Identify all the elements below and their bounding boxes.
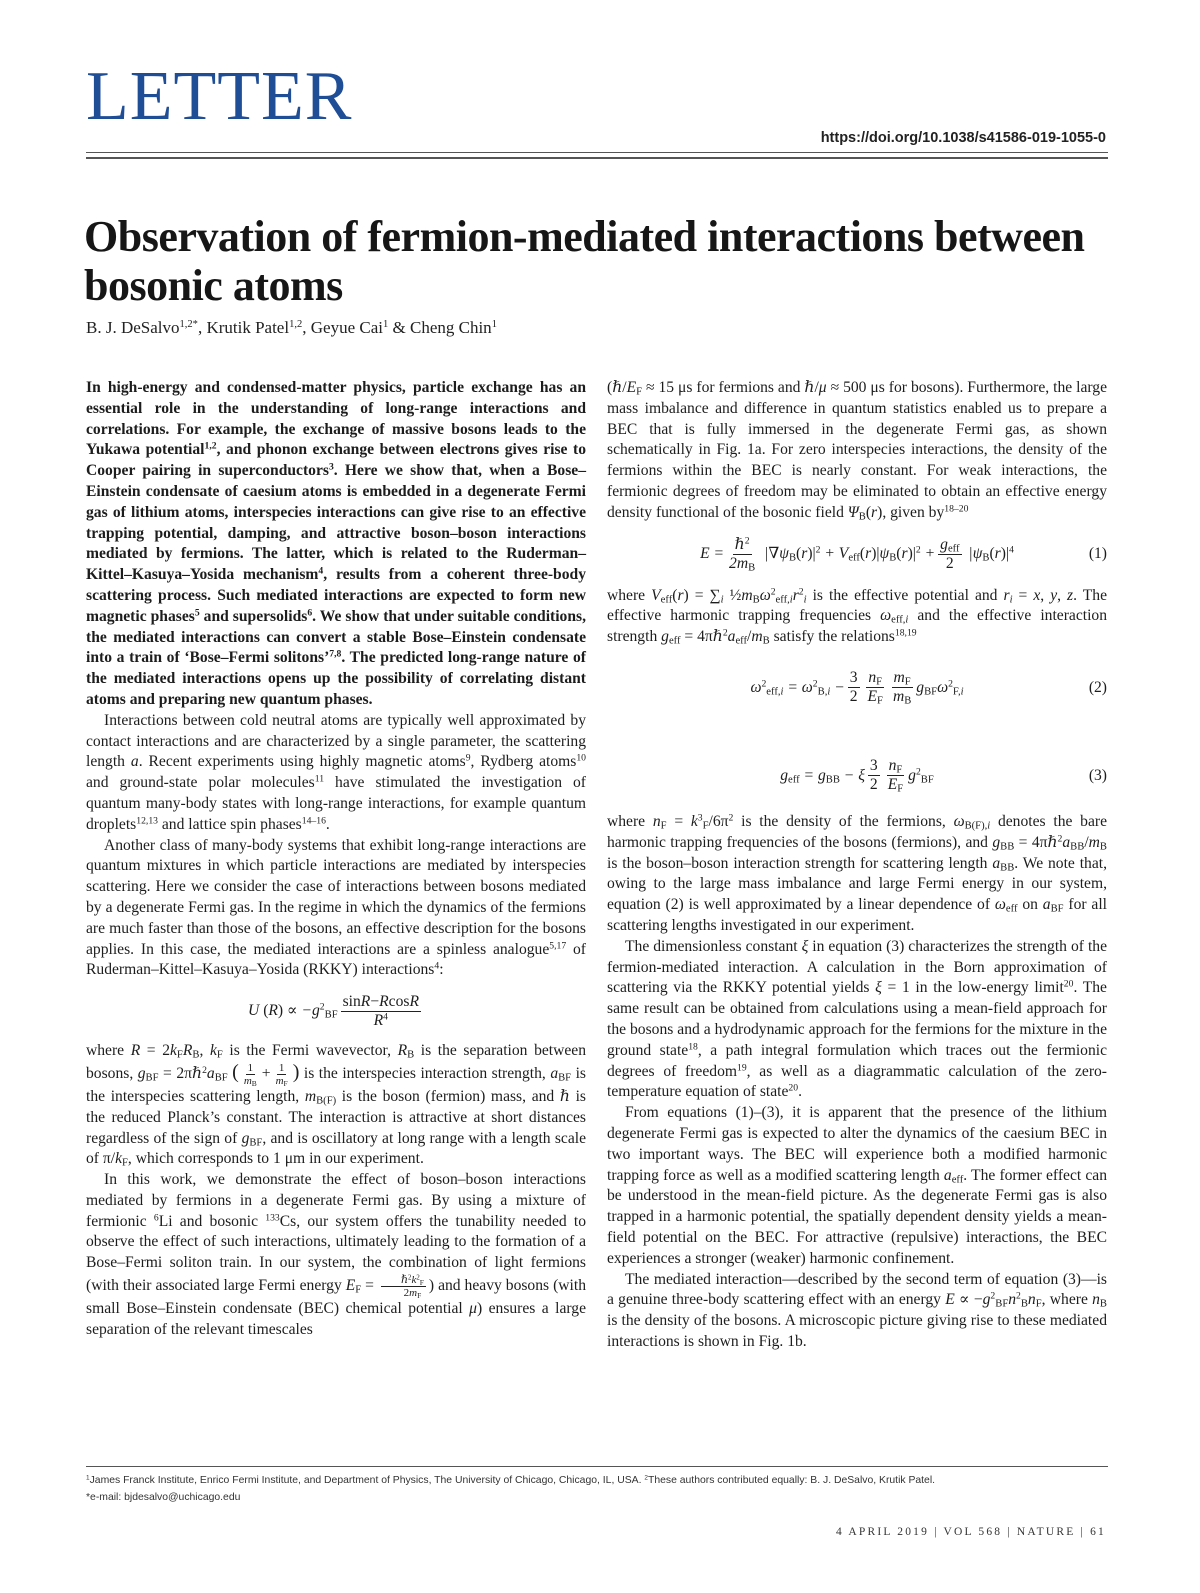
article-title: Observation of fermion-mediated interactions between bosonic atoms: [84, 212, 1085, 310]
author-affiliation: 1,2*: [179, 319, 198, 331]
body-paragraph: The mediated interaction—described by the second term of equation (3)—is a genuine three-body scattering effect with an energy $E \propto -g^2_{BF}n^2_Bn_F$, where $n_B$ is the density of the bosons. A microscopic picture giving rise to these mediated interactions is shown in Fig. 1b.: [607, 1270, 1107, 1350]
right-column: [607, 378, 1107, 1353]
body-paragraph: Another class of many-body systems that exhibit long-range interactions are quantum mixtures in which particle interactions are mediated by interspecies scattering. Here we consider the case of interactions between bosons mediated by a degenerate Fermi gas. In the regime in which the dynamics of the fermions are much faster than those of the bosons, an effective description for the bosons applies. In this case, the mediated interactions are a spinless analogue$^{5,17}$ of Ruderman–Kittel–Kasuya–Yosida (RKKY) interactions$^4$:: [86, 836, 586, 979]
equation-3: $g_{eff} = g_{BB} - \xi$ $\frac{3}{2}$ $\frac{n_F}{E_F}$ $g^2_{BF}$ (3): [780, 757, 1107, 796]
author-name: B. J. DeSalvo: [86, 318, 180, 337]
body-paragraph: ($\hbar/E_F \approx 15$ μs for fermions and ℏ/μ ≈ 500 μs for bosons). Furthermore, the large mass imbalance and difference in quantum statistics enabled us to prepare a BEC that is fully immersed in the degenerate Fermi gas, as shown schematically in Fig. 1a. For zero interspecies interactions, the density of the fermions within the BEC is nearly constant. For weak interactions, the fermionic degrees of freedom may be eliminated to obtain an effective energy density functional of the bosonic field $\Psi_B(r)$, given $by^{18-20}$: [607, 379, 1107, 523]
equation-number: (1): [1088, 545, 1107, 563]
equation-2: $\omega^2_{eff,i} = \omega^2_{B,i}$ − $\frac{3}{2}$ $\frac{n_F}{E_F}$ $\frac{m_F}{m_B}$ $g_{BF}\omega^2_{F,i}$ (2): [750, 669, 1107, 708]
section-label: LETTER: [86, 58, 353, 135]
author-name: Krutik Patel: [206, 318, 290, 337]
author-list: [86, 318, 497, 338]
left-column: [86, 378, 586, 1341]
header-rule-thick: [86, 157, 1108, 159]
author-separator: ,: [302, 318, 311, 337]
author-name: Geyue Cai: [310, 318, 383, 337]
body-paragraph: Interactions between cold neutral atoms are typically well approximated by contact interactions and are characterized by a single parameter, the scattering length a. Recent experiments using highly magnetic atoms$^9$, Rydberg atoms$^{10}$ and ground-state polar molecules$^{11}$ have stimulated the investigation of quantum many-body states with long-range interactions, for example quantum droplets$^{12,13}$ and lattice spin phases$^{14-16}$.: [86, 711, 586, 833]
body-paragraph: The dimensionless constant ξ in equation (3) characterizes the strength of the fermion-mediated interaction. A calculation in the Born approximation of scattering via the RKKY potential yields ξ = 1 in the low-energy limit$^{20}$. The same result can be obtained from calculations using a mean-field approach for the bosons and a hydrodynamic approach for the fermions for the mixture in the ground state$^{18}$, a path integral formulation which traces out the fermionic degrees of freedom$^{19}$, as well as a diagrammatic calculation of the zero-temperature equation of state$^{20}$.: [607, 937, 1108, 1101]
author-name: Cheng Chin: [409, 318, 492, 337]
body-paragraph: where $R = 2k_FR_B$, $k_F$ is the Fermi wavevector, $R_B$ is the separation between bosons, $g_{BF}$ = $2\pi\hbar^2a_{BF}$ ( $\frac{1}{m_B}$ + $\frac{1}{m_F}$ ) is the interspecies interaction strength, $a_{BF}$ is the interspecies scattering length, $m_{B(F)}$ is the boson (fermion) mass, and ℏ is the reduced Planck’s constant. The interaction is attractive at short distances regardless of the sign of $g_{BF}$, and is oscillatory at long range with a length scale of $\pi/k_F$, which corresponds to 1 μm in our experiment.: [86, 1042, 587, 1169]
author-affiliation: 1: [491, 319, 497, 331]
rkky-equation: U $(R) \propto -g^2_{BF}$ $\frac{\sin R-RcosR}{R^4}$: [248, 992, 419, 1029]
header-rule: [86, 152, 1108, 153]
body-paragraph: In this work, we demonstrate the effect of boson–boson interactions mediated by fermions in a degenerate Fermi gas. By using a mixture of fermionic $^6$Li and bosonic $^{133}$Cs, our system offers the tunability needed to observe the effect of such interactions, ultimately leading to the formation of a Bose–Fermi soliton train. In our system, the combination of light fermions (with their associated large Fermi energy $E_F$ = $\frac{\hbar^2k^2_F}{2m_F}$ ) and heavy bosons (with small Bose–Einstein condensate (BEC) chemical potential μ) ensures a large separation of the relevant timescales: [86, 1171, 587, 1338]
author-affiliation: 1,2: [289, 319, 303, 331]
author-affiliation: 1: [382, 319, 389, 331]
author-separator: &: [388, 318, 410, 337]
abstract: In high-energy and condensed-matter physics, particle exchange has an essential role in the understanding of long-range interactions and correlations. For example, the exchange of massive bosons leads to the Yukawa potential$^{1,2}$, and phonon exchange between electrons gives rise to Cooper pairing in superconductors$^3$. Here we show that, when a Bose–Einstein condensate of caesium atoms is embedded in a degenerate Fermi gas of lithium atoms, interspecies interactions can give rise to an effective trapping potential, damping, and attractive boson–boson interactions mediated by fermions. The latter, which is related to the Ruderman–Kittel–Kasuya–Yosida mechanism$^4$, results from a coherent three-body scattering process. Such mediated interactions are expected to form new magnetic phases$^5$ and supersolids$^6$. We show that under suitable conditions, the mediated interactions can convert a stable Bose–Einstein condensate into a train of ‘Bose–Fermi solitons’$^{7,8}$. The predicted long-range nature of the mediated interactions opens up the possibility of correlating distant atoms and preparing new quantum phases.: [86, 379, 586, 708]
affiliations: James Franck Institute, Enrico Fermi Institute, and Department of Physics, The University of Chicago, Chicago, IL, USA.: [89, 1475, 642, 1486]
body-paragraph: where $V_{eff}(r) = \sum_i$ $\frac{1}{2}m_B\omega^2_{eff,i}r^2_i$ is the effective potential and $r_i = x$, y, z. The effective harmonic trapping frequencies $\omega_{eff,i}$ and the effective interaction strength $g_{eff}$ = $4\pi\hbar^2a_{eff}/m_B$ satisfy the relations$^{18,19}$: [607, 586, 1108, 647]
equation-number: (3): [1088, 766, 1107, 784]
footnote: $^1$James Franck Institute, Enrico Fermi Institute, and Department of Physics, The University of Chicago, Chicago, IL, USA. $^2$These authors contributed equally: B. J. DeSalvo, Krutik Patel. *e-mail: bjdesalvo@uchicago.edu: [86, 1472, 1116, 1506]
page-footer: 4 APRIL 2019 | VOL 568 | NATURE | 61: [835, 1526, 1106, 1538]
equation-1: E = $\frac{\hbar^2}{2m_B}$ $|\nabla\psi_B(r)|^2 + V_{eff}(r)|\psi_B(r)|^2$ + $\frac{g_{eff}}{2}$ $|\psi_B(r)|^4$ (1): [700, 535, 1107, 574]
body-paragraph: From equations (1)–(3), it is apparent that the presence of the lithium degenerate Fermi gas is expected to alter the dynamics of the caesium BEC in two important ways. The BEC will experience both a modified harmonic trapping force as well as a modified scattering length $a_{eff}$. The former effect can be understood in the mean-field picture. As the degenerate Fermi gas is also trapped in a harmonic potential, the spatially dependent density yields a mean-field potential on the BEC. For attractive (repulsive) interactions, the BEC experiences a stronger (weaker) harmonic confinement.: [607, 1104, 1107, 1267]
doi-link[interactable]: https://doi.org/10.1038/s41586-019-1055-0: [820, 130, 1106, 146]
footnote-rule: [86, 1466, 1108, 1467]
author-separator: ,: [197, 318, 207, 337]
equal-contribution-note: These authors contributed equally: B. J. DeSalvo, Krutik Patel.: [647, 1475, 936, 1486]
corresponding-email[interactable]: *e-mail: bjdesalvo@uchicago.edu: [86, 1492, 241, 1503]
body-paragraph: where $n_F = k^3_F/6\pi^2$ is the density of the fermions, $\omega_{B(F),i}$ denotes the bare harmonic trapping frequencies of the bosons (fermions), and $g_{BB}$ = $4\pi\hbar^2a_{BB}/m_B$ is the boson–boson interaction strength for scattering length $a_{BB}$. We note that, owing to the large mass imbalance and large Fermi energy in our system, equation (2) is well approximated by a linear dependence of $\omega_{eff}$ on $a_{BF}$ for all scattering lengths investigated in our experiment.: [607, 812, 1107, 934]
equation-number: (2): [1088, 678, 1107, 696]
